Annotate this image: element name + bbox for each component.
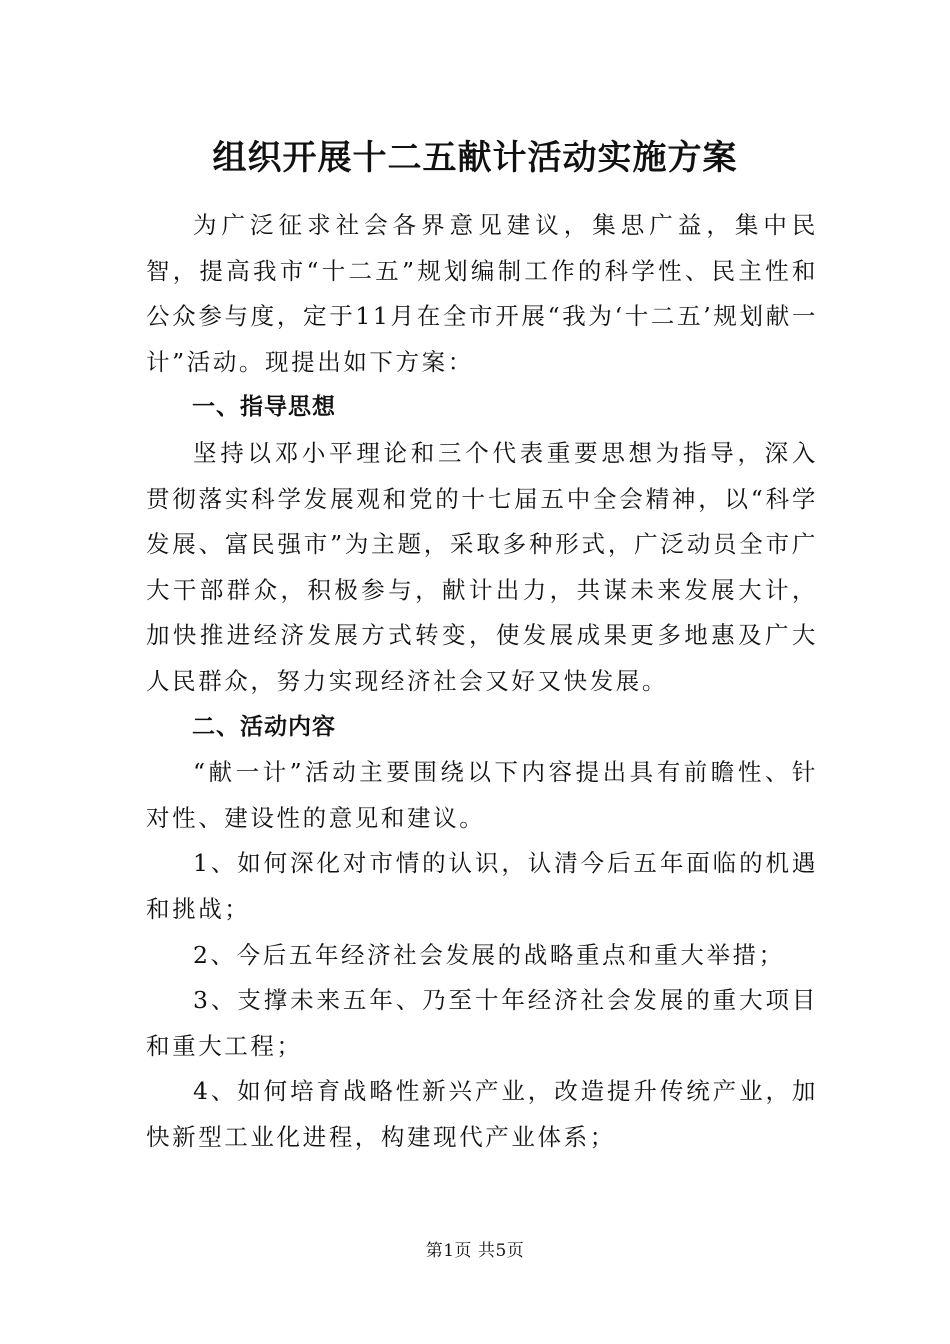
guiding-thought-paragraph: 坚持以邓小平理论和三个代表重要思想为指导，深入贯彻落实科学发展观和党的十七届五中全会精神，以“科学发展、富民强市”为主题，采取多种形式，广泛动员全市广大干部群众，积极参与，献计出力，共谋未来发展大计，加快推进经济发展方式转变，使发展成果更多地惠及广大人民群众，努力实现经济社会又好又快发展。	[146, 438, 818, 695]
page-number-footer: 第1页 共5页	[425, 1241, 525, 1261]
list-item: 3、支撑未来五年、乃至十年经济社会发展的重大项目和重大工程；	[146, 986, 818, 1060]
list-item: 2、今后五年经济社会发展的战略重点和重大举措；	[193, 940, 785, 969]
intro-paragraph: 为广泛征求社会各界意见建议，集思广益，集中民智，提高我市“十二五”规划编制工作的科学性、民主性和公众参与度，定于11月在全市开展“我为‘十二五’规划献一计”活动。现提出如下方案：	[146, 211, 818, 376]
list-item: 4、如何培育战略性新兴产业，改造提升传统产业，加快新型工业化进程，构建现代产业体系；	[146, 1077, 818, 1151]
document-title: 组织开展十二五献计活动实施方案	[212, 138, 738, 178]
document-body	[146, 203, 818, 1160]
activity-content-intro: “献一计”活动主要围绕以下内容提出具有前瞻性、针对性、建设性的意见和建议。	[146, 758, 818, 832]
section-heading-activity-content: 二、活动内容	[192, 713, 336, 740]
list-item: 1、如何深化对市情的认识，认清今后五年面临的机遇和挑战；	[146, 849, 818, 923]
section-heading-guiding-thought: 一、指导思想	[192, 394, 336, 421]
